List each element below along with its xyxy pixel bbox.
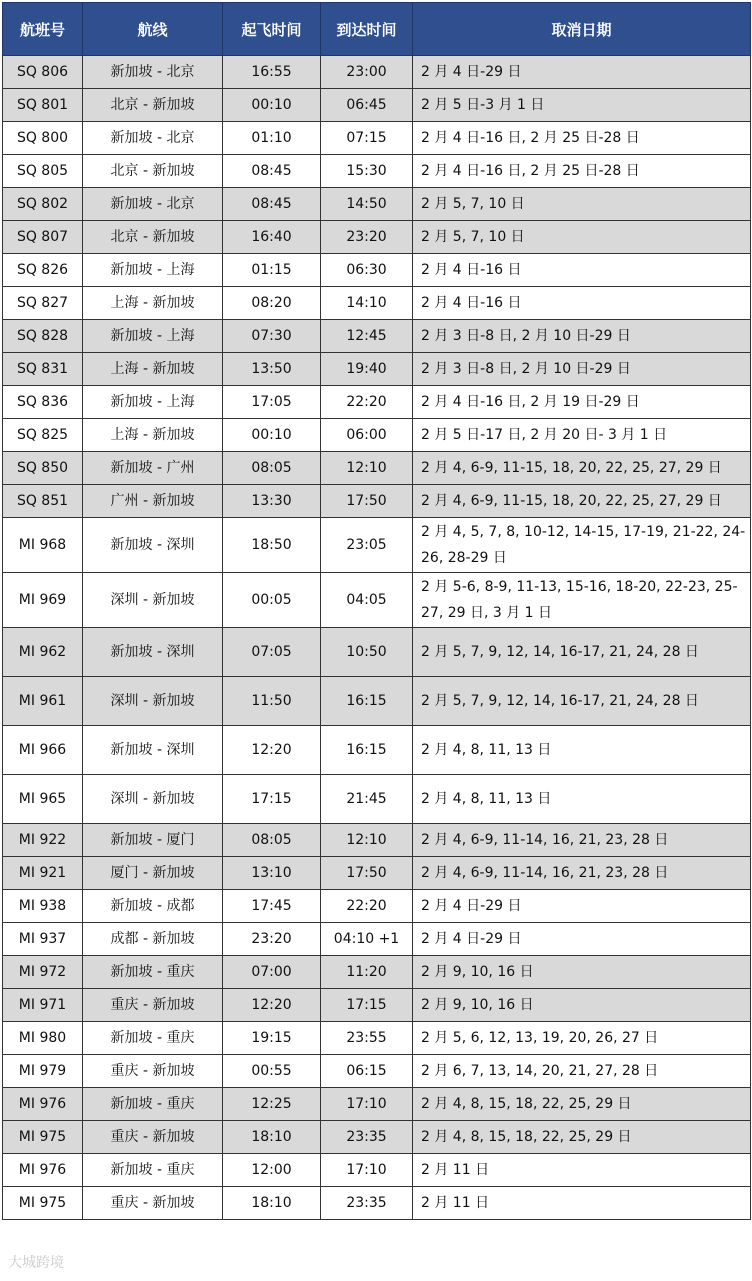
departure-time-cell: 17:45	[223, 890, 321, 923]
table-row	[3, 386, 751, 419]
cancel-dates-cell: 2 月 5, 7, 10 日	[413, 188, 751, 221]
route-cell: 新加坡 - 北京	[83, 188, 223, 221]
route-cell: 广州 - 新加坡	[83, 485, 223, 518]
departure-time-cell: 18:10	[223, 1121, 321, 1154]
departure-time-cell: 17:05	[223, 386, 321, 419]
arrival-time-cell: 16:15	[321, 677, 413, 726]
route-cell: 重庆 - 新加坡	[83, 1055, 223, 1088]
flight-number-cell: MI 961	[3, 677, 83, 726]
table-header-row	[3, 3, 751, 56]
table-row	[3, 1187, 751, 1220]
departure-time-cell: 16:55	[223, 56, 321, 89]
arrival-time-cell: 23:35	[321, 1121, 413, 1154]
flight-number-cell: SQ 802	[3, 188, 83, 221]
departure-time-cell: 07:00	[223, 956, 321, 989]
departure-time-cell: 13:10	[223, 857, 321, 890]
arrival-time-cell: 07:15	[321, 122, 413, 155]
flight-number-cell: MI 971	[3, 989, 83, 1022]
cancel-dates-cell: 2 月 6, 7, 13, 14, 20, 21, 27, 28 日	[413, 1055, 751, 1088]
flight-number-cell: MI 979	[3, 1055, 83, 1088]
arrival-time-cell: 22:20	[321, 386, 413, 419]
flight-number-cell: MI 921	[3, 857, 83, 890]
route-cell: 新加坡 - 深圳	[83, 628, 223, 677]
flight-number-cell: SQ 805	[3, 155, 83, 188]
departure-time-cell: 08:05	[223, 452, 321, 485]
flight-number-cell: MI 937	[3, 923, 83, 956]
table-row	[3, 824, 751, 857]
arrival-time-cell: 11:20	[321, 956, 413, 989]
header-arrival-time: 到达时间	[321, 3, 413, 56]
flight-number-cell: SQ 807	[3, 221, 83, 254]
flight-number-cell: MI 965	[3, 775, 83, 824]
cancel-dates-cell: 2 月 4 日-16 日	[413, 254, 751, 287]
table-row	[3, 287, 751, 320]
route-cell: 新加坡 - 深圳	[83, 518, 223, 573]
cancel-dates-cell: 2 月 5, 6, 12, 13, 19, 20, 26, 27 日	[413, 1022, 751, 1055]
arrival-time-cell: 17:10	[321, 1088, 413, 1121]
table-row	[3, 1154, 751, 1187]
route-cell: 深圳 - 新加坡	[83, 573, 223, 628]
flight-number-cell: SQ 827	[3, 287, 83, 320]
route-cell: 新加坡 - 深圳	[83, 726, 223, 775]
cancel-dates-cell: 2 月 4, 6-9, 11-15, 18, 20, 22, 25, 27, 29 日	[413, 452, 751, 485]
route-cell: 新加坡 - 北京	[83, 122, 223, 155]
flight-number-cell: SQ 850	[3, 452, 83, 485]
cancel-dates-cell: 2 月 4 日-16 日, 2 月 25 日-28 日	[413, 122, 751, 155]
table-row	[3, 890, 751, 923]
flight-number-cell: MI 938	[3, 890, 83, 923]
departure-time-cell: 00:10	[223, 89, 321, 122]
table-row	[3, 1121, 751, 1154]
cancel-dates-cell: 2 月 4 日-16 日, 2 月 19 日-29 日	[413, 386, 751, 419]
departure-time-cell: 08:45	[223, 188, 321, 221]
route-cell: 重庆 - 新加坡	[83, 989, 223, 1022]
arrival-time-cell: 12:45	[321, 320, 413, 353]
arrival-time-cell: 06:00	[321, 419, 413, 452]
table-row	[3, 452, 751, 485]
flight-number-cell: MI 968	[3, 518, 83, 573]
route-cell: 新加坡 - 重庆	[83, 1022, 223, 1055]
cancel-dates-cell: 2 月 3 日-8 日, 2 月 10 日-29 日	[413, 353, 751, 386]
arrival-time-cell: 23:00	[321, 56, 413, 89]
cancel-dates-cell: 2 月 5-6, 8-9, 11-13, 15-16, 18-20, 22-23, 25-27, 29 日, 3 月 1 日	[413, 573, 751, 628]
departure-time-cell: 12:20	[223, 989, 321, 1022]
departure-time-cell: 00:10	[223, 419, 321, 452]
table-row	[3, 857, 751, 890]
cancel-dates-cell: 2 月 4, 6-9, 11-14, 16, 21, 23, 28 日	[413, 857, 751, 890]
flight-number-cell: MI 975	[3, 1187, 83, 1220]
cancel-dates-cell: 2 月 4, 6-9, 11-15, 18, 20, 22, 25, 27, 29 日	[413, 485, 751, 518]
departure-time-cell: 00:05	[223, 573, 321, 628]
arrival-time-cell: 17:15	[321, 989, 413, 1022]
table-row	[3, 923, 751, 956]
arrival-time-cell: 23:35	[321, 1187, 413, 1220]
table-row	[3, 56, 751, 89]
table-row	[3, 155, 751, 188]
table-row	[3, 89, 751, 122]
flight-number-cell: MI 975	[3, 1121, 83, 1154]
arrival-time-cell: 06:30	[321, 254, 413, 287]
cancel-dates-cell: 2 月 5 日-17 日, 2 月 20 日- 3 月 1 日	[413, 419, 751, 452]
departure-time-cell: 23:20	[223, 923, 321, 956]
flight-number-cell: SQ 831	[3, 353, 83, 386]
cancel-dates-cell: 2 月 4 日-29 日	[413, 56, 751, 89]
flight-number-cell: MI 922	[3, 824, 83, 857]
cancel-dates-cell: 2 月 4, 8, 15, 18, 22, 25, 29 日	[413, 1088, 751, 1121]
departure-time-cell: 07:05	[223, 628, 321, 677]
route-cell: 重庆 - 新加坡	[83, 1187, 223, 1220]
cancel-dates-cell: 2 月 5 日-3 月 1 日	[413, 89, 751, 122]
departure-time-cell: 12:20	[223, 726, 321, 775]
departure-time-cell: 01:15	[223, 254, 321, 287]
flight-number-cell: SQ 828	[3, 320, 83, 353]
table-row	[3, 518, 751, 573]
departure-time-cell: 00:55	[223, 1055, 321, 1088]
flight-number-cell: SQ 800	[3, 122, 83, 155]
cancel-dates-cell: 2 月 4, 5, 7, 8, 10-12, 14-15, 17-19, 21-22, 24-26, 28-29 日	[413, 518, 751, 573]
departure-time-cell: 16:40	[223, 221, 321, 254]
table-row	[3, 1055, 751, 1088]
cancel-dates-cell: 2 月 5, 7, 10 日	[413, 221, 751, 254]
arrival-time-cell: 14:10	[321, 287, 413, 320]
flight-number-cell: MI 980	[3, 1022, 83, 1055]
route-cell: 新加坡 - 北京	[83, 56, 223, 89]
header-cancel-dates: 取消日期	[413, 3, 751, 56]
cancel-dates-cell: 2 月 4 日-29 日	[413, 890, 751, 923]
arrival-time-cell: 15:30	[321, 155, 413, 188]
departure-time-cell: 01:10	[223, 122, 321, 155]
arrival-time-cell: 19:40	[321, 353, 413, 386]
cancel-dates-cell: 2 月 9, 10, 16 日	[413, 989, 751, 1022]
departure-time-cell: 13:50	[223, 353, 321, 386]
departure-time-cell: 17:15	[223, 775, 321, 824]
cancel-dates-cell: 2 月 4 日-16 日	[413, 287, 751, 320]
route-cell: 新加坡 - 上海	[83, 386, 223, 419]
arrival-time-cell: 17:50	[321, 485, 413, 518]
route-cell: 北京 - 新加坡	[83, 89, 223, 122]
header-flight-no: 航班号	[3, 3, 83, 56]
table-row	[3, 122, 751, 155]
arrival-time-cell: 06:15	[321, 1055, 413, 1088]
arrival-time-cell: 22:20	[321, 890, 413, 923]
table-row	[3, 485, 751, 518]
arrival-time-cell: 23:20	[321, 221, 413, 254]
table-row	[3, 254, 751, 287]
route-cell: 北京 - 新加坡	[83, 221, 223, 254]
flight-number-cell: MI 962	[3, 628, 83, 677]
departure-time-cell: 07:30	[223, 320, 321, 353]
route-cell: 新加坡 - 广州	[83, 452, 223, 485]
arrival-time-cell: 10:50	[321, 628, 413, 677]
departure-time-cell: 12:00	[223, 1154, 321, 1187]
departure-time-cell: 08:45	[223, 155, 321, 188]
cancel-dates-cell: 2 月 4 日-29 日	[413, 923, 751, 956]
arrival-time-cell: 17:10	[321, 1154, 413, 1187]
table-row	[3, 1022, 751, 1055]
arrival-time-cell: 23:05	[321, 518, 413, 573]
route-cell: 上海 - 新加坡	[83, 419, 223, 452]
route-cell: 新加坡 - 上海	[83, 254, 223, 287]
route-cell: 新加坡 - 厦门	[83, 824, 223, 857]
flight-number-cell: SQ 825	[3, 419, 83, 452]
arrival-time-cell: 16:15	[321, 726, 413, 775]
cancel-dates-cell: 2 月 5, 7, 9, 12, 14, 16-17, 21, 24, 28 日	[413, 677, 751, 726]
header-departure-time: 起飞时间	[223, 3, 321, 56]
route-cell: 深圳 - 新加坡	[83, 677, 223, 726]
flight-number-cell: SQ 801	[3, 89, 83, 122]
arrival-time-cell: 14:50	[321, 188, 413, 221]
cancel-dates-cell: 2 月 3 日-8 日, 2 月 10 日-29 日	[413, 320, 751, 353]
flight-number-cell: SQ 806	[3, 56, 83, 89]
table-row	[3, 677, 751, 726]
arrival-time-cell: 23:55	[321, 1022, 413, 1055]
departure-time-cell: 11:50	[223, 677, 321, 726]
flight-cancellation-table	[2, 2, 751, 1220]
route-cell: 新加坡 - 重庆	[83, 1088, 223, 1121]
route-cell: 重庆 - 新加坡	[83, 1121, 223, 1154]
flight-number-cell: MI 966	[3, 726, 83, 775]
arrival-time-cell: 12:10	[321, 452, 413, 485]
flight-number-cell: MI 976	[3, 1088, 83, 1121]
departure-time-cell: 12:25	[223, 1088, 321, 1121]
departure-time-cell: 18:10	[223, 1187, 321, 1220]
flight-number-cell: MI 969	[3, 573, 83, 628]
table-row	[3, 1088, 751, 1121]
table-row	[3, 775, 751, 824]
table-row	[3, 188, 751, 221]
page	[0, 2, 752, 1281]
table-body	[3, 56, 751, 1220]
table-row	[3, 353, 751, 386]
cancel-dates-cell: 2 月 11 日	[413, 1187, 751, 1220]
cancel-dates-cell: 2 月 11 日	[413, 1154, 751, 1187]
departure-time-cell: 13:30	[223, 485, 321, 518]
departure-time-cell: 18:50	[223, 518, 321, 573]
arrival-time-cell: 04:05	[321, 573, 413, 628]
route-cell: 新加坡 - 上海	[83, 320, 223, 353]
route-cell: 上海 - 新加坡	[83, 353, 223, 386]
cancel-dates-cell: 2 月 5, 7, 9, 12, 14, 16-17, 21, 24, 28 日	[413, 628, 751, 677]
table-row	[3, 726, 751, 775]
cancel-dates-cell: 2 月 4, 8, 11, 13 日	[413, 775, 751, 824]
route-cell: 新加坡 - 重庆	[83, 1154, 223, 1187]
route-cell: 深圳 - 新加坡	[83, 775, 223, 824]
table-row	[3, 573, 751, 628]
route-cell: 厦门 - 新加坡	[83, 857, 223, 890]
table-row	[3, 956, 751, 989]
departure-time-cell: 19:15	[223, 1022, 321, 1055]
arrival-time-cell: 06:45	[321, 89, 413, 122]
cancel-dates-cell: 2 月 4, 8, 15, 18, 22, 25, 29 日	[413, 1121, 751, 1154]
flight-number-cell: SQ 851	[3, 485, 83, 518]
route-cell: 新加坡 - 重庆	[83, 956, 223, 989]
departure-time-cell: 08:20	[223, 287, 321, 320]
arrival-time-cell: 04:10 +1	[321, 923, 413, 956]
cancel-dates-cell: 2 月 4, 6-9, 11-14, 16, 21, 23, 28 日	[413, 824, 751, 857]
cancel-dates-cell: 2 月 4 日-16 日, 2 月 25 日-28 日	[413, 155, 751, 188]
route-cell: 上海 - 新加坡	[83, 287, 223, 320]
route-cell: 新加坡 - 成都	[83, 890, 223, 923]
cancel-dates-cell: 2 月 4, 8, 11, 13 日	[413, 726, 751, 775]
table-row	[3, 989, 751, 1022]
arrival-time-cell: 17:50	[321, 857, 413, 890]
header-route: 航线	[83, 3, 223, 56]
departure-time-cell: 08:05	[223, 824, 321, 857]
table-row	[3, 221, 751, 254]
table-row	[3, 628, 751, 677]
flight-number-cell: MI 976	[3, 1154, 83, 1187]
route-cell: 北京 - 新加坡	[83, 155, 223, 188]
flight-number-cell: SQ 836	[3, 386, 83, 419]
cancel-dates-cell: 2 月 9, 10, 16 日	[413, 956, 751, 989]
arrival-time-cell: 21:45	[321, 775, 413, 824]
flight-number-cell: SQ 826	[3, 254, 83, 287]
route-cell: 成都 - 新加坡	[83, 923, 223, 956]
arrival-time-cell: 12:10	[321, 824, 413, 857]
table-row	[3, 320, 751, 353]
table-row	[3, 419, 751, 452]
flight-number-cell: MI 972	[3, 956, 83, 989]
watermark-footer: 大城跨境	[8, 1255, 64, 1271]
